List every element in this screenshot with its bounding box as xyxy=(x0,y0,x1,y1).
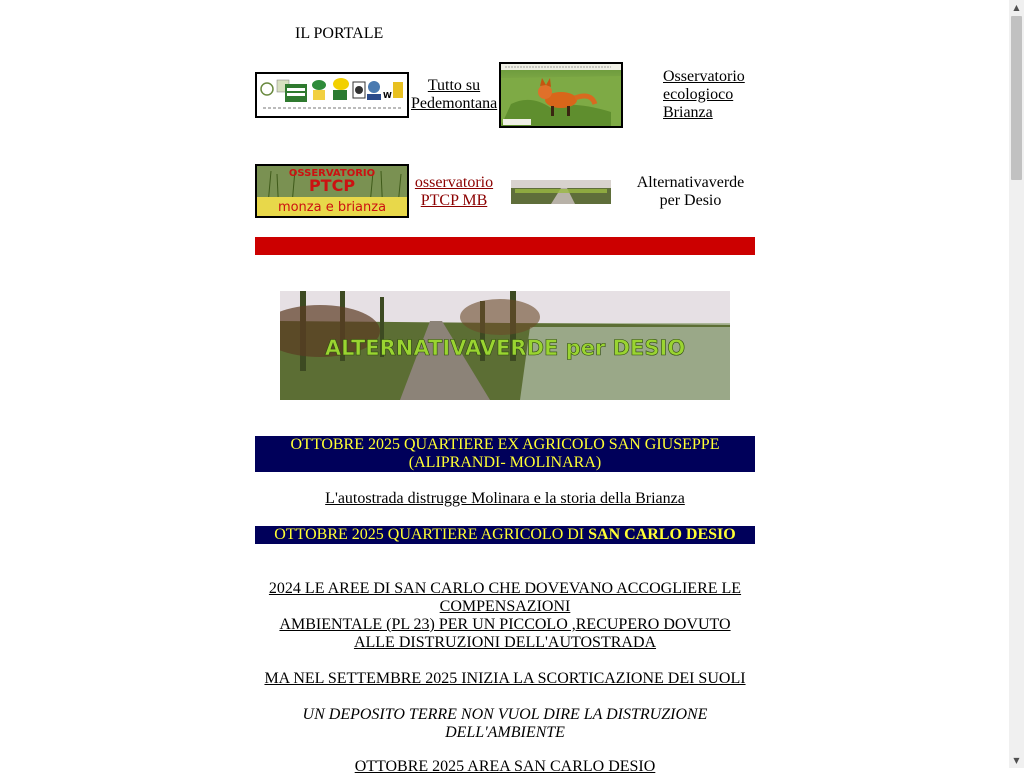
aree-line1[interactable]: 2024 LE AREE DI SAN CARLO CHE DOVEVANO ACCOGLIERE LE xyxy=(268,580,742,597)
ptcp-link-line1[interactable]: osservatorio xyxy=(414,174,494,191)
aree-san-carlo-block[interactable] xyxy=(255,580,755,652)
box1-line2: (ALIPRANDI- MOLINARA) xyxy=(408,454,602,471)
alternativaverde-banner-image xyxy=(280,291,730,400)
settembre-wrapper xyxy=(255,670,755,688)
ptcp-link-line2[interactable]: PTCP MB xyxy=(420,192,488,209)
ptcp-logo-text-2: PTCP xyxy=(308,176,356,195)
osservatorio-link-line3[interactable]: Brianza xyxy=(663,104,713,121)
deposito-terre-text xyxy=(255,706,755,742)
autostrada-link-wrapper xyxy=(255,490,755,508)
fox-graphic xyxy=(501,64,621,126)
box2-bold: SAN CARLO DESIO xyxy=(588,526,736,543)
fox-image[interactable] xyxy=(499,62,623,128)
settembre-link[interactable]: MA NEL SETTEMBRE 2025 INIZIA LA SCORTICAZIONE DEI SUOLI xyxy=(264,670,746,687)
ptcp-graphic xyxy=(257,166,407,216)
alternativaverde-label xyxy=(627,174,754,210)
alternativaverde-small-graphic xyxy=(511,180,611,204)
aree-line2[interactable]: COMPENSAZIONI xyxy=(439,598,571,615)
alternativaverde-line2: per Desio xyxy=(659,192,722,209)
pedemontana-link[interactable] xyxy=(411,77,497,113)
box2-prefix: OTTOBRE 2025 QUARTIERE AGRICOLO DI xyxy=(274,526,589,543)
ptcp-link[interactable] xyxy=(411,174,497,210)
ptcp-logo-text-1: OSSERVATORIO xyxy=(288,168,376,179)
alternativaverde-small-image[interactable] xyxy=(511,180,611,204)
banner-text: ALTERNATIVAVERDE per DESIO xyxy=(324,336,686,360)
deposito-line2: DELL'AMBIENTE xyxy=(445,724,565,741)
aree-line3[interactable]: AMBIENTALE (PL 23) PER UN PICCOLO ,RECUPERO DOVUTO xyxy=(279,616,731,633)
ptcp-logo-image[interactable] xyxy=(255,164,409,218)
scroll-up-arrow-icon[interactable]: ▲ xyxy=(1013,3,1020,12)
pedemontana-link-line1[interactable]: Tutto su xyxy=(427,77,481,94)
red-divider-bar xyxy=(255,237,755,255)
ptcp-logo-text-3: monza e brianza xyxy=(277,200,387,215)
deposito-line1: UN DEPOSITO TERRE NON VUOL DIRE LA DISTRUZIONE xyxy=(302,706,708,723)
svg-text:W: W xyxy=(383,91,392,100)
network-logos-graphic xyxy=(257,74,407,116)
aree-line4[interactable]: ALLE DISTRUZIONI DELL'AUTOSTRADA xyxy=(353,634,657,651)
ottobre-area-wrapper xyxy=(255,758,755,776)
pedemontana-link-line2[interactable]: Pedemontana xyxy=(411,95,498,112)
banner-graphic xyxy=(280,291,730,400)
osservatorio-link-line1[interactable]: Osservatorio xyxy=(663,68,745,85)
scrollbar-thumb[interactable] xyxy=(1011,16,1022,180)
quartiere-san-giuseppe-heading xyxy=(255,436,755,472)
osservatorio-ecologico-link[interactable] xyxy=(663,68,745,122)
ottobre-area-link[interactable]: OTTOBRE 2025 AREA SAN CARLO DESIO xyxy=(354,758,656,775)
network-logos-image[interactable] xyxy=(255,72,409,118)
vertical-scrollbar[interactable] xyxy=(1009,0,1024,768)
box1-line1: OTTOBRE 2025 QUARTIERE EX AGRICOLO SAN GIUSEPPE xyxy=(290,436,720,453)
portal-title: IL PORTALE xyxy=(295,25,384,42)
san-carlo-heading xyxy=(255,526,755,544)
scroll-down-arrow-icon[interactable]: ▼ xyxy=(1013,756,1020,765)
osservatorio-link-line2[interactable]: ecologioco xyxy=(663,86,734,103)
autostrada-link[interactable]: L'autostrada distrugge Molinara e la storia della Brianza xyxy=(325,490,685,507)
alternativaverde-line1: Alternativaverde xyxy=(636,174,745,191)
